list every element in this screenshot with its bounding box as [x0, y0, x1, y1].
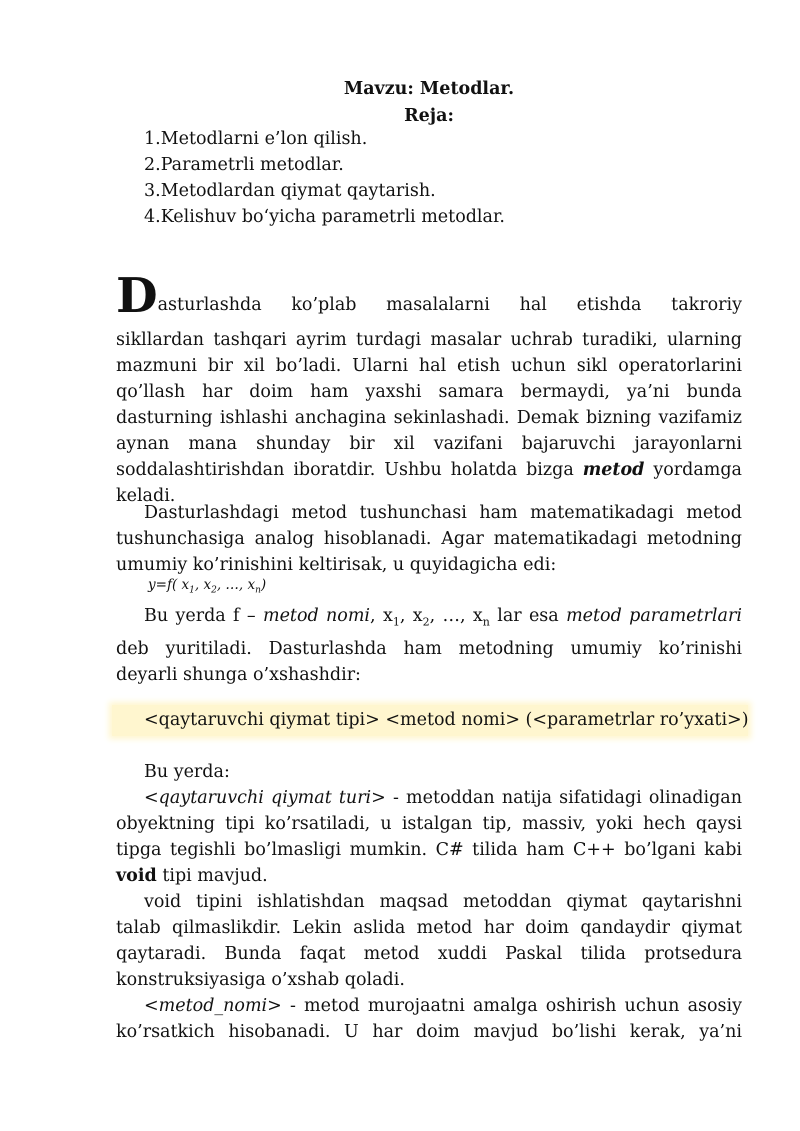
drop-cap: D — [116, 268, 158, 324]
paragraph-method-name: <metod_nomi> - metod murojaatni amalga oshirish uchun asosiy ko’rsatkich hisobanadi. U har doim mavjud bo’lishi kerak, ya’ni — [116, 996, 742, 1042]
term-metod-nomi: metod nomi — [262, 606, 371, 626]
term-void: void — [116, 866, 157, 886]
plan-item: 4.Kelishuv bo‘yicha parametrli metodlar. — [144, 207, 505, 227]
term-return-type: qaytaruvchi qiymat turi — [158, 788, 372, 808]
plan-item: 3.Metodlardan qiymat qaytarish. — [144, 181, 436, 201]
plan-item: 1.Metodlarni e’lon qilish. — [144, 129, 368, 149]
paragraph-analogy: Dasturlashdagi metod tushunchasi ham matematikadagi metod tushunchasiga analog hisoblanadi. Agar matematikadagi metodning umumiy ko’rinishini keltirisak, u quyidagicha edi: — [116, 503, 742, 575]
term-metod-nomi-code: metod_nomi — [158, 996, 268, 1016]
syntax-line: <qaytaruvchi qiymat tipi> <metod nomi> (<parametrlar ro’yxati>) — [144, 710, 749, 730]
paragraph-return-type: Bu yerda: <qaytaruvchi qiymat turi> - metoddan natija sifatidagi olinadigan obyektning tipi ko’rsatiladi, u istalgan tip, massiv, yoki hech qaysi tipga tegishli bo’lmasligi mumkin. C# tilida ham C++ bo’lgani kabi void tipi mavjud. — [116, 762, 742, 886]
math-formula: y=f( $x_1$, $x_2$, …, $x_n$) — [148, 577, 267, 596]
title-block — [116, 76, 742, 130]
term-metod: metod — [582, 460, 645, 480]
plan-heading: Reja: — [404, 106, 454, 126]
paragraph-void: void tipini ishlatishdan maqsad metoddan qiymat qaytarishni talab qilmaslikdir. Lekin aslida metod har doim qandaydir qiymat qaytaradi. Bunda faqat metod xuddi Paskal tilida protsedura konstruksiyasiga o’xshab qoladi. — [116, 892, 742, 990]
paragraph-definition: Bu yerda f – metod nomi, $x_1$, $x_2$, …, $x_n$ lar esa metod parametrlari deb yuritiladi. Dasturlashda ham metodning umumiy ko’rinishi deyarli shunga o’xshashdir: — [116, 606, 742, 685]
page-title: Mavzu: Metodlar. — [343, 79, 515, 99]
plan-list — [144, 126, 505, 230]
intro-paragraph: Dasturlashda ko’plab masalalarni hal etishda takroriy sikllardan tashqari ayrim turdagi masalar uchrab turadiki, ularning mazmuni bir xil bo’ladi. Ularni hal etish uchun sikl operatorlarini qo’llash har doim ham yaxshi samara bermaydi, ya’ni bunda dasturning ishlashi anchagina sekinlashadi. Demak bizning vazifamiz aynan mana shunday bir xil vazifani bajaruvchi jarayonlarni soddalashtirishdan iboratdir. Ushbu holatda bizga metod yordamga keladi. — [116, 268, 742, 506]
plan-item: 2.Parametrli metodlar. — [144, 155, 344, 175]
term-metod-parametrlari: metod parametrlari — [566, 606, 742, 626]
